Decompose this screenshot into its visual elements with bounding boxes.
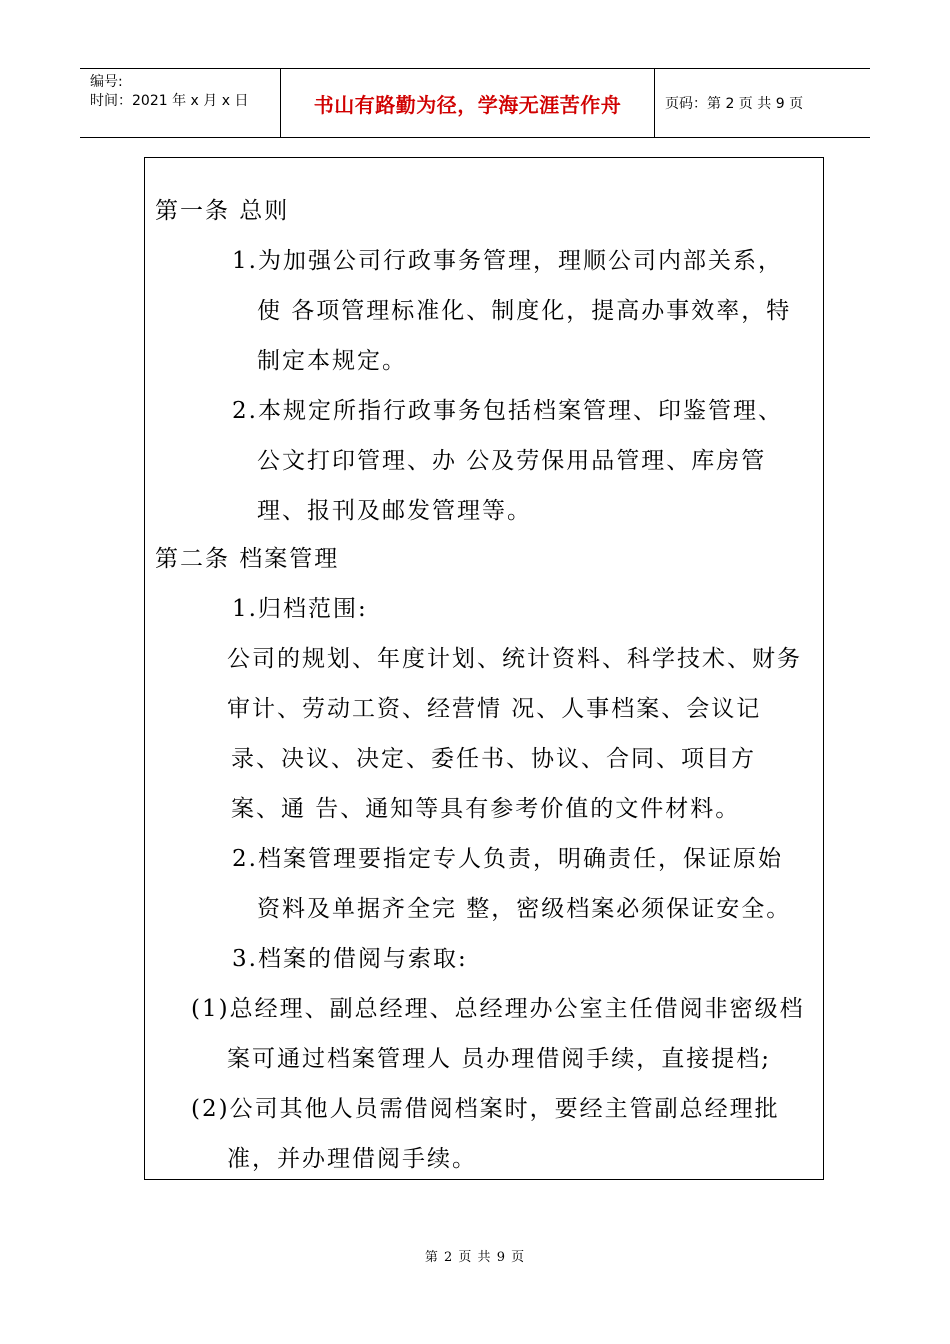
paragraph-line: 2.本规定所指行政事务包括档案管理、印鉴管理、 — [232, 398, 783, 424]
paragraph-line: 资料及单据齐全完 整，密级档案必须保证安全。 — [257, 896, 792, 922]
content-box — [144, 157, 824, 1180]
page-footer: 第 2 页 共 9 页 — [424, 1250, 526, 1265]
paragraph-line: 案、通 告、通知等具有参考价值的文件材料。 — [231, 796, 741, 822]
paragraph-line: 1.归档范围: — [232, 596, 368, 622]
paragraph-line: 录、决议、决定、委任书、协议、合同、项目方 — [231, 746, 756, 772]
paragraph-line: 2.档案管理要指定专人负责，明确责任，保证原始 — [232, 846, 783, 872]
header-motto-cell — [281, 69, 655, 137]
document-number-label: 编号: — [90, 74, 123, 90]
paragraph-line: 1.为加强公司行政事务管理，理顺公司内部关系， — [232, 248, 783, 274]
paragraph-line: 案可通过档案管理人 员办理借阅手续，直接提档; — [227, 1046, 772, 1072]
paragraph-line: 公司的规划、年度计划、统计资料、科学技术、财务 — [227, 646, 802, 672]
paragraph-line: (1)总经理、副总经理、总经理办公室主任借阅非密级档 — [191, 996, 805, 1022]
paragraph-line: 审计、劳动工资、经营情 况、人事档案、会议记 — [227, 696, 762, 722]
header-page-info: 页码：第 2 页 共 9 页 — [665, 96, 804, 112]
paragraph-line: 制定本规定。 — [257, 348, 407, 374]
header-meta-cell — [80, 69, 281, 137]
document-time-label: 时间：2021 年 x 月 x 日 — [90, 93, 249, 109]
header-motto: 书山有路勤为径，学海无涯苦作舟 — [313, 92, 622, 117]
header-page-cell — [655, 69, 870, 137]
paragraph-line: 理、报刊及邮发管理等。 — [257, 498, 532, 524]
paragraph-line: 3.档案的借阅与索取: — [232, 946, 468, 972]
paragraph-line: 使 各项管理标准化、制度化，提高办事效率，特 — [257, 298, 792, 324]
paragraph-line: 准，并办理借阅手续。 — [227, 1146, 477, 1172]
paragraph-line: (2)公司其他人员需借阅档案时，要经主管副总经理批 — [191, 1096, 780, 1122]
paragraph-line: 公文打印管理、办 公及劳保用品管理、库房管 — [257, 448, 767, 474]
article-2-heading: 第二条 档案管理 — [155, 546, 340, 572]
article-1-heading: 第一条 总则 — [155, 198, 290, 224]
document-header — [80, 68, 870, 138]
